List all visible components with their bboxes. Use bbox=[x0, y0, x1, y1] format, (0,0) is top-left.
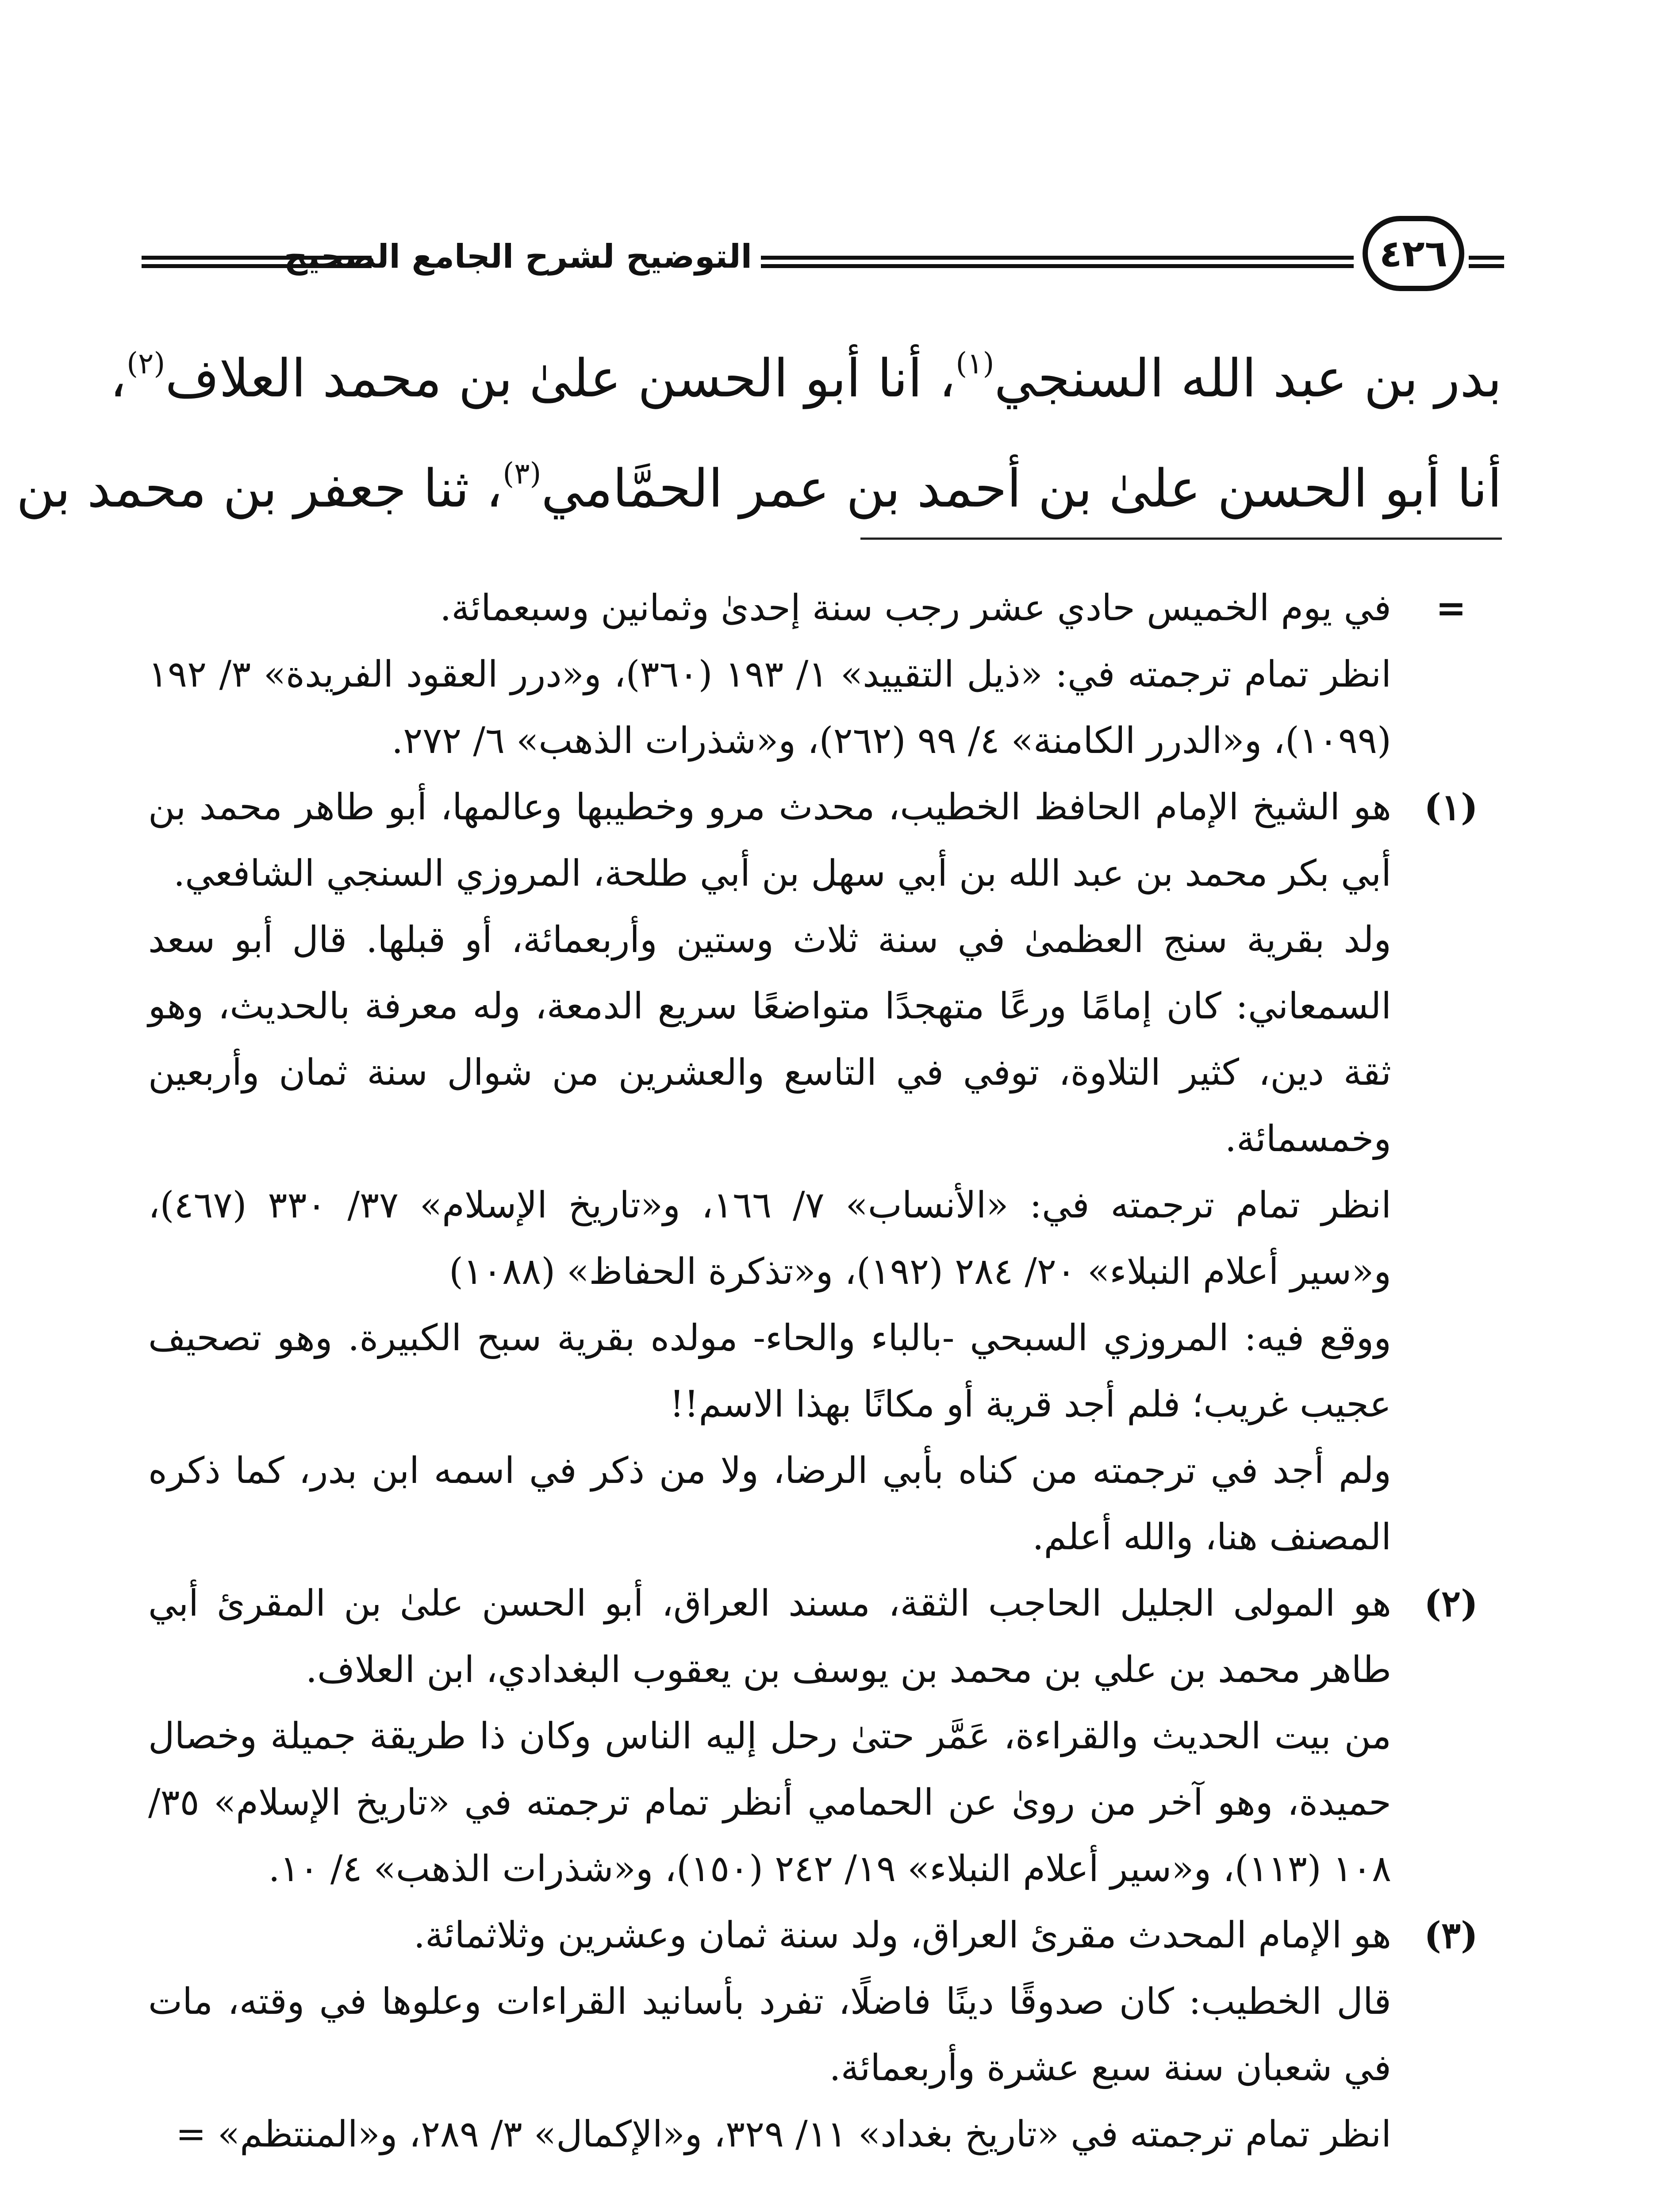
footnote-paragraph: ولد بقرية سنج العظمىٰ في سنة ثلاث وستين وأربعمائة، أو قبلها. قال أبو سعد السمعاني: كان إمامًا ورعًا متهجدًا متواضعًا سريع الدمعة، وله معرفة بالحديث، وهو ثقة دين، كثير التلاوة، توفي في التاسع والعشرين من شوال سنة ثمان وأربعين وخمسمائة. bbox=[148, 919, 1391, 1160]
footnote-paragraph: من بيت الحديث والقراءة، عَمَّر حتىٰ رحل إليه الناس وكان ذا طريقة جميلة وخصال حميدة، وهو آخر من روىٰ عن الحمامي أنظر تمام ترجمته في «تاريخ الإسلام» ٣٥/ ١٠٨ (١١٣)، و«سير أعلام النبلاء» ١٩/ ٢٤٢ (١٥٠)، و«شذرات الذهب» ٤/ ١٠. bbox=[148, 1715, 1391, 1890]
text-span: أنا أبو الحسن علىٰ بن أحمد بن عمر الحمَّامي bbox=[541, 458, 1502, 519]
header-rule-middle bbox=[761, 256, 1354, 268]
main-text bbox=[16, 327, 1502, 548]
page-number: ٤٢٦ bbox=[1363, 216, 1464, 291]
footnote-ref-1: (١) bbox=[956, 346, 994, 380]
footnote-marker: (٣) bbox=[1424, 1914, 1478, 1957]
footnote-paragraph: ولم أجد في ترجمته من كناه بأبي الرضا، ولا من ذكر في اسمه ابن بدر، كما ذكره المصنف هنا، والله أعلم. bbox=[148, 1450, 1391, 1558]
text-span: ، bbox=[110, 348, 127, 409]
header-rule-right bbox=[1469, 256, 1504, 268]
footnote-ref-3: (٣) bbox=[503, 457, 541, 491]
footnote-3 bbox=[148, 1902, 1502, 2168]
continues-marker: = bbox=[176, 2113, 206, 2155]
footnote-paragraph: انظر تمام ترجمته في: «الأنساب» ٧/ ١٦٦، و«تاريخ الإسلام» ٣٧/ ٣٣٠ (٤٦٧)، و«سير أعلام النبلاء» ٢٠/ ٢٨٤ (١٩٢)، و«تذكرة الحفاظ» (١٠٨٨) bbox=[148, 1184, 1391, 1293]
running-header bbox=[142, 208, 1504, 314]
main-text-line bbox=[16, 438, 1502, 548]
footnote-ref-2: (٢) bbox=[127, 346, 165, 380]
footnote-separator bbox=[860, 538, 1502, 540]
footnote-marker: (١) bbox=[1424, 786, 1478, 829]
text-span: بدر بن عبد الله السنجي bbox=[994, 348, 1502, 409]
footnote-paragraph: هو الإمام المحدث مقرئ العراق، ولد سنة ثمان وعشرين وثلاثمائة. bbox=[413, 1914, 1391, 1956]
continuation-marker: = bbox=[1436, 587, 1467, 630]
footnote-2 bbox=[148, 1571, 1502, 1902]
footnote-paragraph: هو الشيخ الإمام الحافظ الخطيب، محدث مرو وخطيبها وعالمها، أبو طاهر محمد بن أبي بكر محمد بن عبد الله بن أبي سهل بن أبي طلحة، المروزي السنجي الشافعي. bbox=[148, 786, 1391, 895]
book-title: التوضيح لشرح الجامع الصحيح bbox=[284, 238, 752, 276]
text-span: ، ثنا جعفر بن محمد بن bbox=[16, 458, 503, 519]
text-span: ، أنا أبو الحسن علىٰ بن محمد العلاف bbox=[165, 348, 956, 409]
footnote-paragraph: قال الخطيب: كان صدوقًا دينًا فاضلًا، تفرد بأسانيد القراءات وعلوها في وقته، مات في شعبان سنة سبع عشرة وأربعمائة. bbox=[148, 1981, 1391, 2089]
footnotes bbox=[148, 575, 1502, 2168]
main-text-line bbox=[110, 327, 1502, 438]
footnote-continuation bbox=[148, 575, 1502, 774]
text-span: انظر تمام ترجمته في «تاريخ بغداد» ١١/ ٣٢٩، و«الإكمال» ٣/ ٢٨٩، و«المنتظم» bbox=[217, 2113, 1391, 2155]
footnote-line: في يوم الخميس حادي عشر رجب سنة إحدىٰ وثمانين وسبعمائة. bbox=[440, 587, 1391, 629]
footnote-paragraph: ووقع فيه: المروزي السبحي -بالباء والحاء- مولده بقرية سبح الكبيرة. وهو تصحيف عجيب غريب؛ فلم أجد قرية أو مكانًا بهذا الاسم!! bbox=[148, 1317, 1391, 1425]
footnote-paragraph bbox=[148, 2101, 1391, 2168]
footnote-1 bbox=[148, 774, 1502, 1571]
footnote-paragraph: هو المولى الجليل الحاجب الثقة، مسند العراق، أبو الحسن علىٰ بن المقرئ أبي طاهر محمد بن علي بن محمد بن يوسف بن يعقوب البغدادي، ابن العلاف. bbox=[148, 1582, 1391, 1691]
footnote-line: انظر تمام ترجمته في: «ذيل التقييد» ١/ ١٩٣ (٣٦٠)، و«درر العقود الفريدة» ٣/ ١٩٢ (١٠٩٩)، و«الدرر الكامنة» ٤/ ٩٩ (٢٦٢)، و«شذرات الذهب» ٦/ ٢٧٢. bbox=[148, 653, 1391, 762]
footnote-marker: (٢) bbox=[1424, 1582, 1478, 1625]
